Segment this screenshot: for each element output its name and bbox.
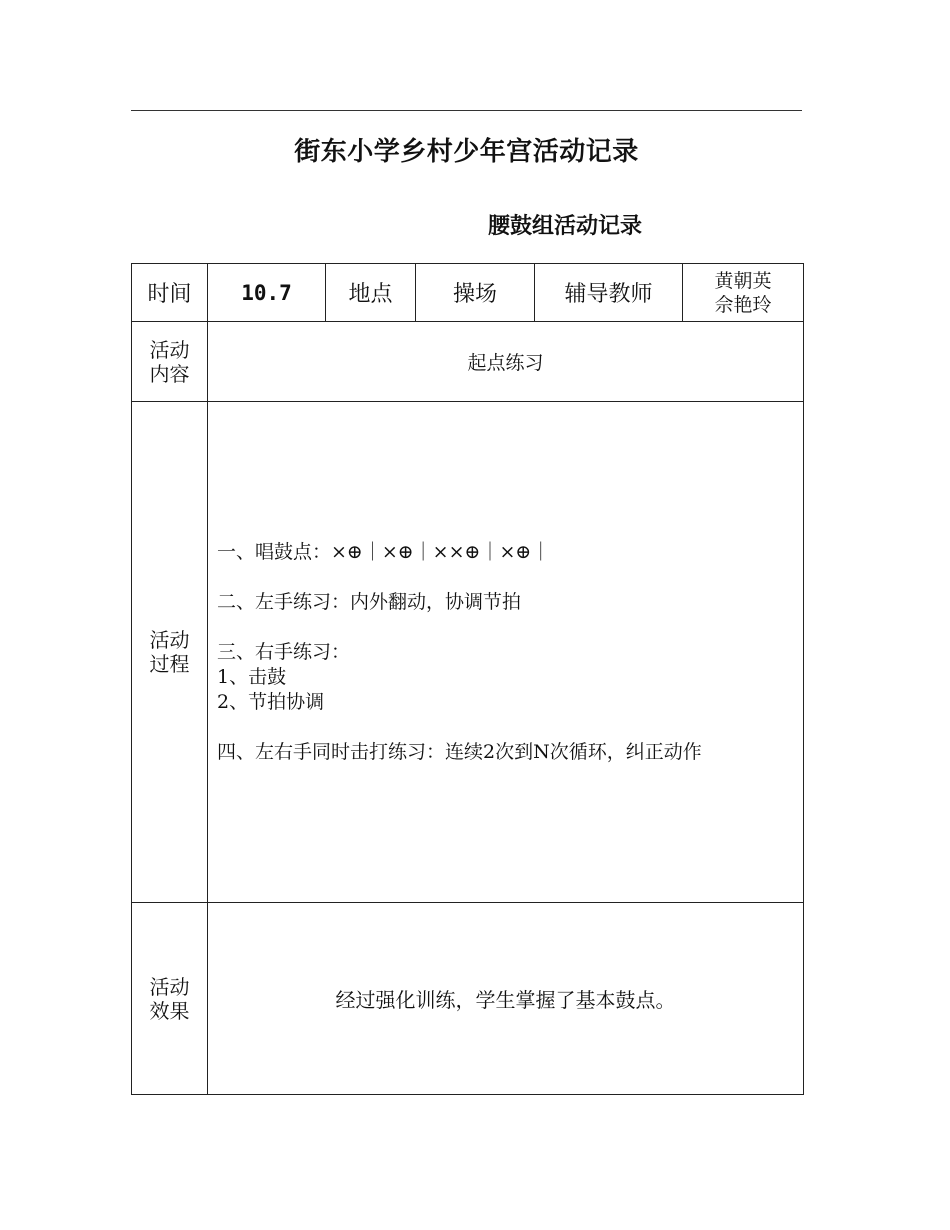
teacher-name: 黄朝英	[714, 269, 772, 292]
label-line: 效果	[149, 998, 190, 1023]
place-value: 操场	[416, 264, 535, 322]
teacher-label: 辅导教师	[535, 264, 683, 322]
process-label	[132, 402, 208, 903]
process-line: 1、击鼓	[217, 665, 287, 688]
group-subtitle: 腰鼓组活动记录	[488, 213, 643, 239]
teacher-names	[683, 264, 804, 322]
process-spacer	[217, 565, 803, 590]
time-value: 10.7	[208, 264, 326, 322]
process-row	[132, 402, 804, 903]
label-line: 活动	[149, 628, 190, 652]
label-line: 过程	[149, 652, 190, 676]
effect-row	[132, 903, 804, 1095]
effect-value: 经过强化训练，学生掌握了基本鼓点。	[208, 903, 804, 1095]
process-line: 三、右手练习：	[217, 640, 351, 663]
process-content	[208, 402, 804, 903]
top-rule	[131, 110, 802, 111]
content-row	[132, 322, 804, 402]
label-line: 活动	[149, 974, 190, 999]
label-line: 内容	[149, 361, 190, 386]
process-spacer	[217, 615, 803, 640]
process-line: 2、节拍协调	[217, 690, 325, 713]
process-line: 二、左手练习：内外翻动，协调节拍	[217, 590, 522, 613]
process-line: 四、左右手同时击打练习：连续2次到N次循环，纠正动作	[217, 740, 702, 763]
teacher-name: 佘艳玲	[714, 293, 772, 316]
activity-record-table	[131, 263, 804, 1095]
place-label: 地点	[326, 264, 416, 322]
label-line: 活动	[149, 337, 190, 362]
header-row	[132, 264, 804, 322]
content-label	[132, 322, 208, 402]
process-line: 一、唱鼓点：×⊕｜×⊕｜××⊕｜×⊕｜	[217, 540, 551, 563]
effect-label	[132, 903, 208, 1095]
content-value: 起点练习	[208, 322, 804, 402]
process-spacer	[217, 715, 803, 740]
time-label: 时间	[132, 264, 208, 322]
page-title: 街东小学乡村少年宫活动记录	[294, 137, 639, 167]
